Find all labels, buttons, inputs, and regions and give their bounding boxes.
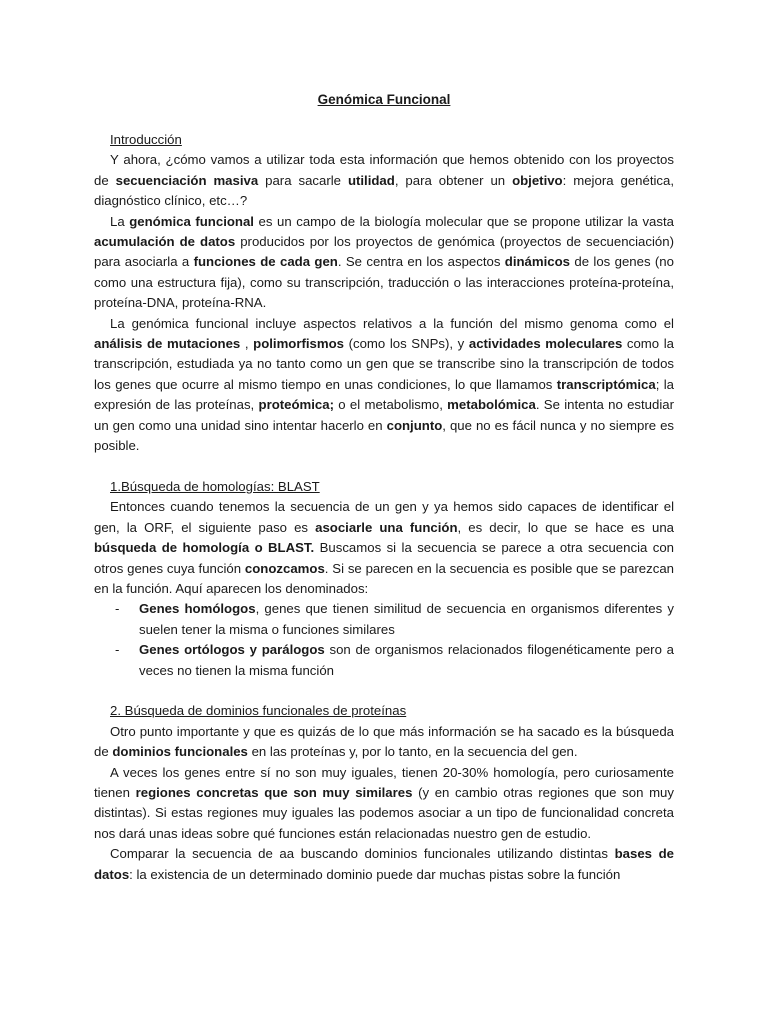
text-run: , genes que tienen similitud de secuencia en organismos diferentes y suelen tener la misma o funciones similares	[139, 601, 674, 637]
list-item	[139, 599, 674, 640]
paragraph	[94, 763, 674, 845]
text-run: Buscamos si la secuencia se parece a otra secuencia con otros genes cuya función	[94, 540, 675, 576]
text-run: (como los SNPs), y	[344, 336, 469, 352]
text-run: en las proteínas y, por lo tanto, en la secuencia del gen.	[247, 744, 578, 760]
text-run: A veces los genes entre sí no son muy iguales, tienen 20-30% homología, pero curiosamente tienen	[94, 764, 674, 800]
bold-text: utilidad	[347, 172, 395, 188]
text-run: : mejora genética, diagnóstico clínico, etc…?	[94, 172, 675, 209]
paragraph	[94, 212, 674, 314]
text-run: (y en cambio otras regiones que son muy distintas). Si estas regiones muy iguales las podemos asociar a un tipo de funcionalidad concreta nos dará unas ideas sobre qué funciones están relacionadas nuestro gen de estudio.	[94, 784, 674, 841]
paragraph	[94, 844, 674, 885]
paragraph	[94, 314, 674, 457]
text-run: . Se intenta no estudiar un gen como una unidad sino intentar hacerlo en	[94, 397, 674, 433]
text-run: o el metabolismo,	[334, 397, 448, 413]
section-heading-blast: 1.Búsqueda de homologías: BLAST	[110, 478, 320, 494]
text-run: Y ahora, ¿cómo vamos a utilizar toda esta información que hemos obtenido con los proyectos de	[94, 152, 674, 188]
bullet-list	[94, 599, 674, 681]
bold-text: proteómica;	[258, 397, 334, 413]
text-run: como la transcripción, estudiada ya no tanto como un gen que se transcribe sino la transcripción de todos los genes que ocurre al mismo tiempo en unas condiciones, lo que llamamos	[94, 336, 674, 392]
page-title: Genómica Funcional	[317, 92, 451, 107]
bold-text: acumulación de datos	[94, 234, 236, 250]
bold-text: regiones concretas que son muy similares	[135, 784, 413, 800]
paragraph	[94, 497, 674, 599]
text-run: de los genes (no como una estructura fija), como su transcripción, traducción o las interacciones proteína-proteína, proteína-DNA, proteína-RNA.	[94, 254, 674, 311]
bold-text: actividades moleculares	[468, 336, 623, 352]
text-run: . Se centra en los aspectos	[337, 254, 505, 270]
bold-text: Genes homólogos	[139, 601, 256, 617]
bold-text: conjunto	[386, 417, 443, 433]
paragraph	[94, 722, 674, 763]
bold-text: metabolómica	[447, 397, 536, 413]
text-run: son de organismos relacionados filogenéticamente pero a veces no tienen la misma función	[139, 642, 674, 678]
bold-text: análisis de mutaciones	[94, 336, 241, 352]
text-run: La genómica funcional incluye aspectos relativos a la función del mismo genoma como el	[110, 315, 674, 331]
text-run: ; la expresión de las proteínas,	[94, 376, 675, 413]
bold-text: asociarle una función	[315, 519, 458, 535]
bold-text: dominios funcionales	[112, 744, 248, 760]
bold-text: genómica funcional	[129, 213, 254, 229]
text-run: : la existencia de un determinado dominio puede dar muchas pistas sobre la función	[129, 866, 621, 882]
text-run: . Si se parecen en la secuencia es posible que se parezcan en la función. Aquí aparecen los denominados:	[94, 560, 674, 596]
bold-text: conozcamos	[244, 560, 325, 576]
bold-text: transcriptómica	[556, 376, 656, 392]
bold-text: búsqueda de homología o BLAST.	[94, 540, 315, 556]
text-run: Comparar la secuencia de aa buscando dominios funcionales utilizando distintas	[110, 846, 615, 862]
text-run: es un campo de la biología molecular que se propone utilizar la vasta	[253, 213, 674, 229]
bold-text: secuenciación masiva	[115, 172, 259, 188]
bold-text: polimorfismos	[253, 336, 344, 352]
section-heading-dominios: 2. Búsqueda de dominios funcionales de proteínas	[110, 703, 407, 719]
section-heading-introduccion: Introducción	[110, 132, 182, 147]
list-item	[139, 640, 674, 681]
bold-text: dinámicos	[504, 254, 571, 270]
text-run: , que no es fácil nunca y no siempre es posible.	[94, 417, 674, 454]
text-run: para sacarle	[258, 172, 348, 188]
text-run: , es decir, lo que se hace es una	[457, 519, 674, 535]
text-run: La	[110, 213, 130, 229]
text-run: ,	[240, 336, 254, 352]
text-run: Entonces cuando tenemos la secuencia de un gen y ya hemos sido capaces de identificar el gen, la ORF, el siguiente paso es	[94, 499, 674, 535]
text-run: producidos por los proyectos de genómica (proyectos de secuenciación) para asociarla a	[94, 234, 674, 270]
paragraph	[94, 150, 674, 211]
bold-text: bases de datos	[94, 846, 674, 882]
bold-text: objetivo	[512, 172, 563, 188]
bold-text: Genes ortólogos y parálogos	[139, 642, 325, 658]
bold-text: funciones de cada gen	[193, 254, 338, 270]
text-run: , para obtener un	[394, 172, 513, 188]
text-run: Otro punto importante y que es quizás de lo que más información se ha sacado es la búsqueda de	[94, 723, 674, 760]
